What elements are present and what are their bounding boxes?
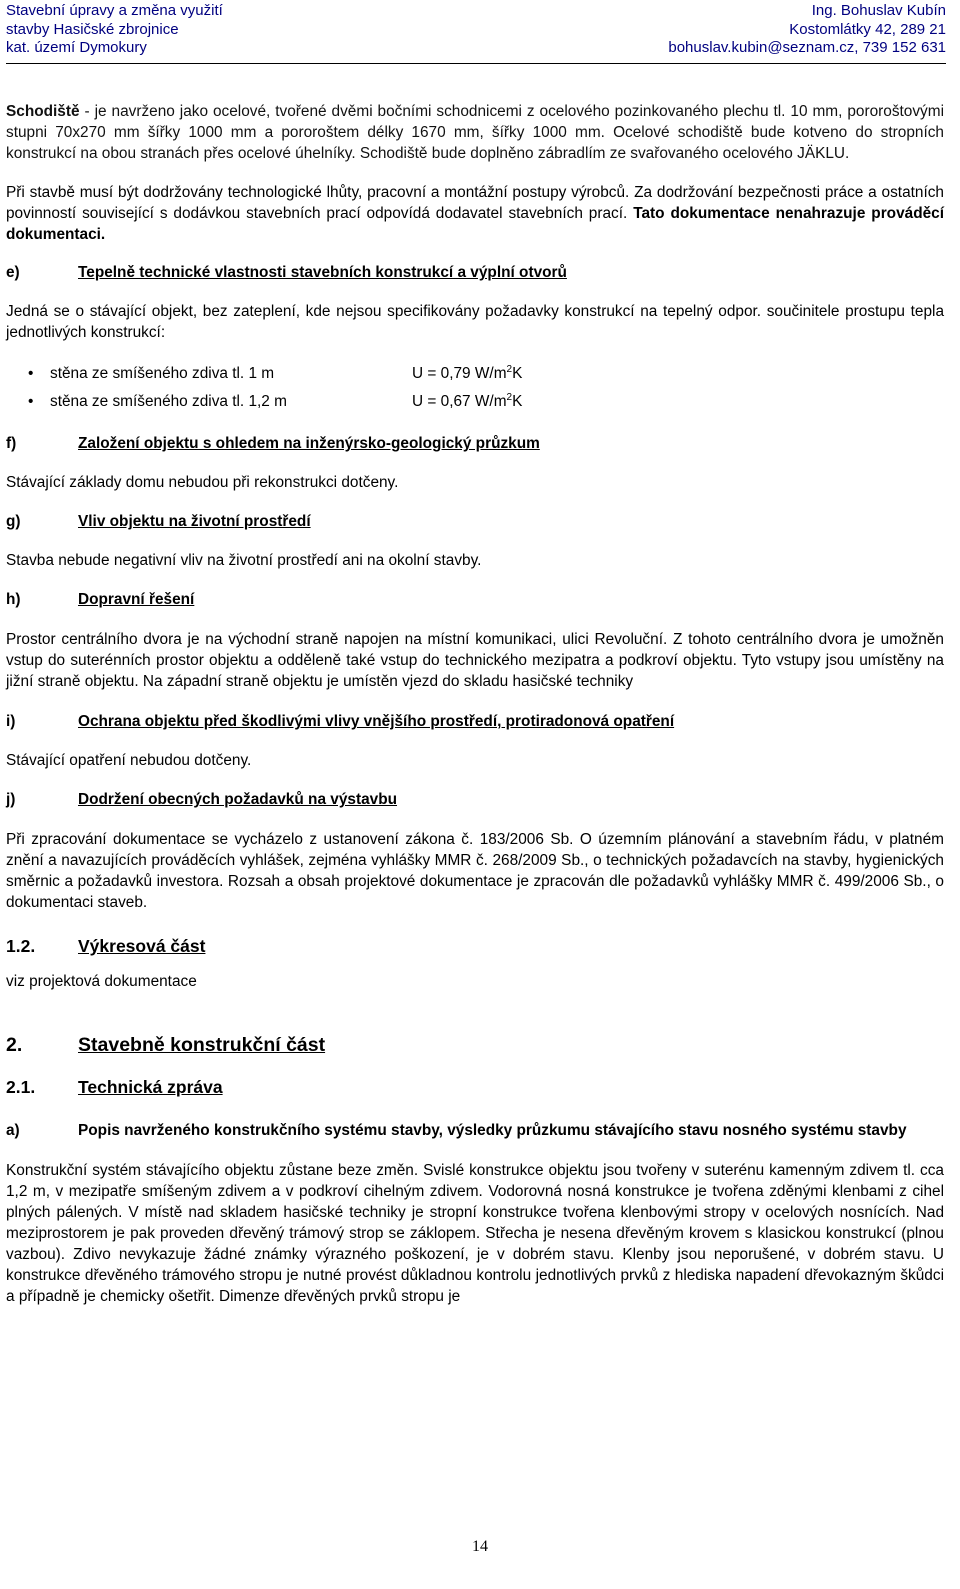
section-e-heading [6, 262, 944, 283]
u-value [412, 389, 522, 417]
section-label: j) [6, 791, 16, 808]
section-label: h) [6, 591, 21, 608]
section-2-1-heading [6, 1074, 944, 1100]
section-label: a) [6, 1122, 20, 1139]
header-project-info [6, 2, 223, 58]
u-value-number: U = 0,79 W/m [412, 365, 507, 382]
section-title: Tepelně technické vlastnosti stavebních konstrukcí a výplní otvorů [78, 264, 567, 281]
section-1-2-text: viz projektová dokumentace [6, 973, 197, 990]
section-a-heading [6, 1120, 944, 1141]
u-value-unit: K [512, 365, 523, 382]
header-left-line: kat. území Dymokury [6, 39, 147, 56]
u-value [412, 361, 522, 389]
construction-name: stěna ze smíšeného zdiva tl. 1 m [50, 365, 275, 382]
header-author-info [668, 2, 946, 58]
section-a-text: Konstrukční systém stávajícího objektu zůstane beze změn. Svislé konstrukce objektu jsou tvořeny v suterénu kamenným zdivem tl. cca 1,2 m, v mezipatře smíšeným zdivem a v podkroví cihelným zdivem. Vodorovná nosná konstrukce je tvořena zděnými klenbami z cihel plných pálených. V místě nad skladem hasičské techniky je stropní konstrukce tvořena klenbovými stropy v ocelových nosnících. Nad meziprostorem je pak proveden dřevěný trámový strop se záklopem. Střecha je nesena dřevěným krovem s klasickou konstrukcí (plnou vazbou). Zdivo nevykazuje žádné známky výrazného poškození, je v dobrém stavu. Klenby jsou neporušené, v dobrém stavu. U konstrukce dřevěného trámového stropu je nutné provést důkladnou kontrolu jednotlivých prvků z hlediska napadení dřevokazným škůdci a případně je chemicky ošetřit. Dimenze dřevěných prvků stropu je [6, 1162, 944, 1305]
section-title: Stavebně konstrukční část [78, 1034, 326, 1056]
section-f-text: Stávající základy domu nebudou při rekonstrukci dotčeny. [6, 474, 399, 491]
page-number: 14 [472, 1538, 488, 1555]
list-item [6, 361, 944, 389]
section-j-heading [6, 789, 944, 810]
document-body [6, 73, 944, 1307]
u-value-number: U = 0,67 W/m [412, 393, 507, 410]
list-item [6, 389, 944, 417]
header-right-line: Kostomlátky 42, 289 21 [789, 20, 946, 38]
stairs-lead: Schodiště [6, 103, 80, 120]
section-i-heading [6, 711, 944, 732]
stairs-paragraph [6, 101, 944, 164]
section-title: Technická zpráva [78, 1077, 223, 1097]
bullet-icon: • [28, 393, 34, 410]
section-title: Popis navrženého konstrukčního systému stavby, výsledky průzkumu stávajícího stavu nosného systému stavby [78, 1122, 907, 1139]
section-title: Dodržení obecných požadavků na výstavbu [78, 791, 398, 808]
section-title: Ochrana objektu před škodlivými vlivy vnějšího prostředí, protiradonová opatření [78, 713, 675, 730]
section-label: 1.2. [6, 936, 36, 956]
section-title: Vliv objektu na životní prostředí [78, 513, 311, 530]
section-i-text: Stávající opatření nebudou dotčeny. [6, 752, 252, 769]
section-g-heading [6, 511, 944, 532]
u-value-sup: 2 [506, 391, 513, 403]
section-j-text: Při zpracování dokumentace se vycházelo z ustanovení zákona č. 183/2006 Sb. O územním plánování a stavebním řádu, v platném znění a navazujících prováděcích vyhlášek, zejména vyhlášky MMR č. 268/2009 Sb., o technických požadavcích na stavby, hygienických směrnic a požadavků investora. Rozsah a obsah projektové dokumentace je zpracován dle požadavků vyhlášky MMR č. 499/2006 Sb., o dokumentaci staveb. [6, 831, 944, 911]
section-h-text: Prostor centrálního dvora je na východní straně napojen na místní komunikaci, ulici Revoluční. Z tohoto centrálního dvora je umožněn vstup do suterénních prostor objektu a odděleně také vstup do technického mezipatra a podkroví objektu. Tyto vstupy jsou umístěny na jižní straně objektu. Na západní straně objektu je umístěn vjezd do skladu hasičské techniky [6, 631, 944, 690]
u-value-list [6, 361, 944, 417]
section-h-heading [6, 589, 944, 610]
construction-name: stěna ze smíšeného zdiva tl. 1,2 m [50, 393, 287, 410]
section-label: 2.1. [6, 1077, 36, 1097]
header-left-line: stavby Hasičské zbrojnice [6, 20, 179, 38]
section-label: g) [6, 513, 21, 530]
construction-note [6, 182, 944, 245]
construction-note-text: Při stavbě musí být dodržovány technologické lhůty, pracovní a montážní postupy výrobců. Za dodržování bezpečnosti práce a ostatních povinností související s dodávkou stavebních prací odpovídá dodavatel stavebních prací. [6, 184, 944, 222]
section-label: f) [6, 435, 17, 452]
section-label: 2. [6, 1034, 23, 1056]
u-value-sup: 2 [506, 363, 513, 375]
u-value-unit: K [512, 393, 523, 410]
section-e-text: Jedná se o stávající objekt, bez zateplení, kde nejsou specifikovány požadavky konstrukcí na tepelný odpor. součinitele prostupu tepla jednotlivých konstrukcí: [6, 303, 944, 341]
section-2-heading [6, 1032, 944, 1058]
construction-note-bold: Tato dokumentace nenahrazuje prováděcí dokumentaci. [6, 205, 944, 243]
section-label: i) [6, 713, 16, 730]
page-header [6, 0, 946, 64]
header-right-line: Ing. Bohuslav Kubín [811, 2, 946, 19]
section-g-text: Stavba nebude negativní vliv na životní prostředí ani na okolní stavby. [6, 552, 482, 569]
section-title: Založení objektu s ohledem na inženýrsko-geologický průzkum [78, 435, 540, 452]
stairs-text: - je navrženo jako ocelové, tvořené dvěmi bočními schodnicemi z ocelového pozinkovaného plechu tl. 10 mm, pororoštovými stupni 70x270 mm šířky 1000 mm a pororoštem délky 1670 mm, šířky 1000 mm. Ocelové schodiště bude kotveno do stropních konstrukcí na obou stranách přes ocelové úhelníky. Schodiště bude doplněno zábradlím ze svařovaného ocelového JÄKLU. [6, 103, 944, 162]
header-right-line: bohuslav.kubin@seznam.cz, 739 152 631 [668, 39, 946, 56]
section-title: Výkresová část [78, 936, 206, 956]
section-title: Dopravní řešení [78, 591, 195, 608]
section-1-2-heading [6, 933, 944, 959]
header-left-line: Stavební úpravy a změna využití [6, 2, 223, 19]
section-label: e) [6, 264, 20, 281]
section-f-heading [6, 433, 944, 454]
bullet-icon: • [28, 365, 34, 382]
